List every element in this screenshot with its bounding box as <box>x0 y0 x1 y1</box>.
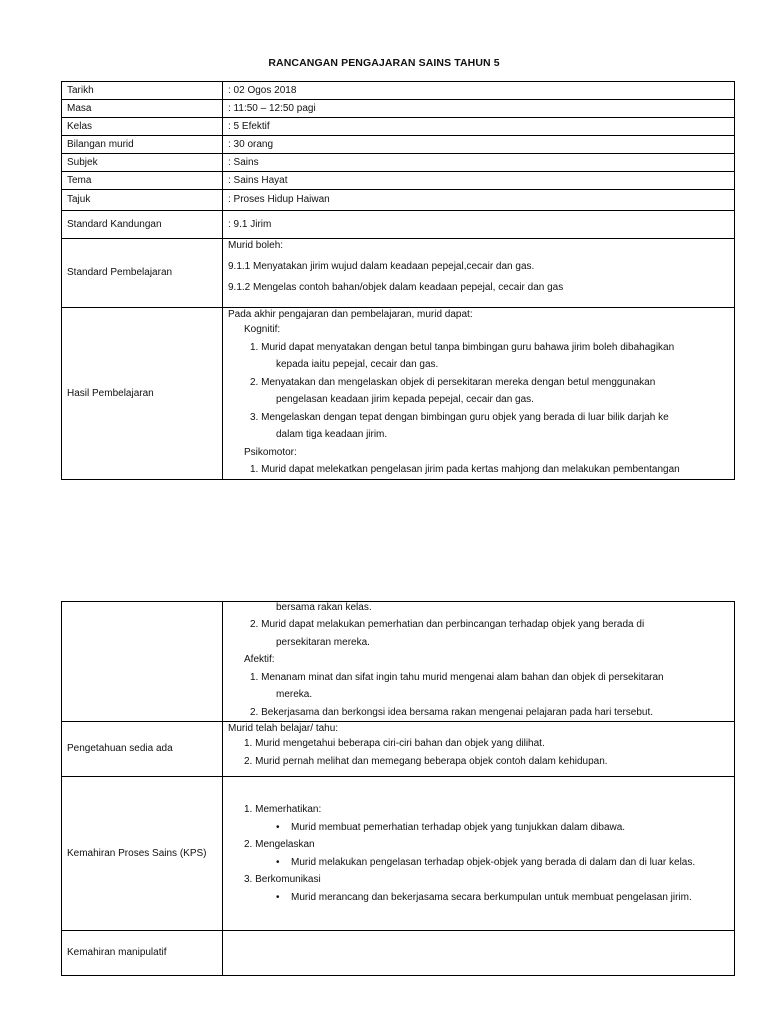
row-tema <box>62 172 735 190</box>
kps-heading-1: 1. Memerhatikan: <box>244 804 322 815</box>
kps-heading-3: 3. Berkomunikasi <box>244 874 321 885</box>
psikomotor-item-1: 1. Murid dapat melekatkan pengelasan jirim pada kertas mahjong dan melakukan pembentangan <box>250 464 680 475</box>
row-masa <box>62 100 735 118</box>
kognitif-item-3-cont: dalam tiga keadaan jirim. <box>276 429 388 440</box>
label-subjek: Subjek <box>62 154 223 172</box>
row-kemahiran-manipulatif <box>62 931 735 976</box>
value-subjek: : Sains <box>223 154 735 172</box>
label-empty <box>62 602 223 722</box>
value-kelas: : 5 Efektif <box>223 118 735 136</box>
label-kelas: Kelas <box>62 118 223 136</box>
row-kps <box>62 777 735 931</box>
row-tajuk <box>62 190 735 211</box>
label-tajuk: Tajuk <box>62 190 223 211</box>
kognitif-item-1: 1. Murid dapat menyatakan dengan betul tanpa bimbingan guru bahawa jirim boleh dibahagikan <box>250 341 675 353</box>
psikomotor-item-2-cont: persekitaran mereka. <box>276 636 370 648</box>
kognitif-item-3: 3. Mengelaskan dengan tepat dengan bimbingan guru objek yang berada di luar bilik darjah ke <box>250 411 669 423</box>
hasil-pembelajaran-content-cont <box>223 602 735 722</box>
value-tajuk: : Proses Hidup Haiwan <box>223 190 735 211</box>
label-hasil-pembelajaran: Hasil Pembelajaran <box>62 308 223 480</box>
value-standard-kandungan: : 9.1 Jirim <box>223 211 735 239</box>
row-subjek <box>62 154 735 172</box>
kognitif-item-2-cont: pengelasan keadaan jirim kepada pepejal, cecair dan gas. <box>276 394 534 405</box>
kps-bullet-2 <box>228 854 729 872</box>
lesson-plan-table-page1 <box>61 81 735 480</box>
kps-bullet-3-text: Murid merancang dan bekerjasama secara berkumpulan untuk membuat pengelasan jirim. <box>291 891 692 903</box>
row-kelas <box>62 118 735 136</box>
kognitif-item-1-cont: kepada iaitu pepejal, cecair dan gas. <box>276 359 439 370</box>
label-tema: Tema <box>62 172 223 190</box>
kps-heading-2: 2. Mengelaskan <box>244 839 315 850</box>
label-masa: Masa <box>62 100 223 118</box>
label-standard-pembelajaran: Standard Pembelajaran <box>62 239 223 308</box>
row-hasil-pembelajaran <box>62 308 735 480</box>
pengetahuan-item-1: 1. Murid mengetahui beberapa ciri-ciri bahan dan objek yang dilihat. <box>244 738 545 749</box>
label-bilangan-murid: Bilangan murid <box>62 136 223 154</box>
bullet-icon: • <box>276 821 280 833</box>
value-kemahiran-manipulatif <box>223 931 735 976</box>
hasil-intro: Pada akhir pengajaran dan pembelajaran, murid dapat: <box>228 309 473 320</box>
pengetahuan-intro: Murid telah belajar/ tahu: <box>228 723 339 734</box>
kps-content <box>223 777 735 931</box>
psikomotor-item-2: 2. Murid dapat melakukan pemerhatian dan perbincangan terhadap objek yang berada di <box>250 619 645 630</box>
kps-bullet-1-text: Murid membuat pemerhatian terhadap objek yang tunjukkan dalam dibawa. <box>291 821 626 833</box>
afektif-item-1-cont: mereka. <box>276 689 313 700</box>
row-standard-kandungan <box>62 211 735 239</box>
pengetahuan-content <box>223 722 735 777</box>
value-bilangan-murid: : 30 orang <box>223 136 735 154</box>
label-pengetahuan-sedia-ada: Pengetahuan sedia ada <box>62 722 223 777</box>
row-bilangan-murid <box>62 136 735 154</box>
kps-bullet-3 <box>228 889 729 907</box>
afektif-heading: Afektif: <box>244 654 275 665</box>
label-kps: Kemahiran Proses Sains (KPS) <box>62 777 223 931</box>
label-tarikh: Tarikh <box>62 82 223 100</box>
bullet-icon: • <box>276 856 280 868</box>
value-tema: : Sains Hayat <box>223 172 735 190</box>
afektif-item-2: 2. Bekerjasama dan berkongsi idea bersama rakan mengenai pelajaran pada hari tersebut. <box>250 706 654 718</box>
document-title: RANCANGAN PENGAJARAN SAINS TAHUN 5 <box>268 57 500 69</box>
standard-pembelajaran-content <box>223 239 735 308</box>
kps-bullet-2-text: Murid melakukan pengelasan terhadap objek-objek yang berada di dalam dan di luar kelas. <box>291 856 696 868</box>
sp-intro: Murid boleh: <box>228 240 284 251</box>
kognitif-item-2: 2. Menyatakan dan mengelaskan objek di persekitaran mereka dengan betul menggunakan <box>250 376 656 388</box>
bullet-icon: • <box>276 891 280 903</box>
value-tarikh: : 02 Ogos 2018 <box>223 82 735 100</box>
row-pengetahuan-sedia-ada <box>62 722 735 777</box>
label-standard-kandungan: Standard Kandungan <box>62 211 223 239</box>
sp-item-2: 9.1.2 Mengelas contoh bahan/objek dalam keadaan pepejal, cecair dan gas <box>228 282 564 293</box>
value-masa: : 11:50 – 12:50 pagi <box>223 100 735 118</box>
pengetahuan-item-2: 2. Murid pernah melihat dan memegang beberapa objek contoh dalam kehidupan. <box>244 756 608 767</box>
kps-bullet-1 <box>228 819 729 837</box>
row-hasil-pembelajaran-cont <box>62 602 735 722</box>
row-tarikh <box>62 82 735 100</box>
row-standard-pembelajaran <box>62 239 735 308</box>
hasil-pembelajaran-content <box>223 308 735 480</box>
label-kemahiran-manipulatif: Kemahiran manipulatif <box>62 931 223 976</box>
lesson-plan-table-page2 <box>61 601 735 976</box>
psikomotor-heading: Psikomotor: <box>244 446 297 458</box>
afektif-item-1: 1. Menanam minat dan sifat ingin tahu murid mengenai alam bahan dan objek di persekitaran <box>250 671 664 683</box>
sp-item-1: 9.1.1 Menyatakan jirim wujud dalam keadaan pepejal,cecair dan gas. <box>228 261 535 272</box>
psikomotor-item-1-cont: bersama rakan kelas. <box>276 602 372 613</box>
kognitif-heading: Kognitif: <box>244 324 281 335</box>
